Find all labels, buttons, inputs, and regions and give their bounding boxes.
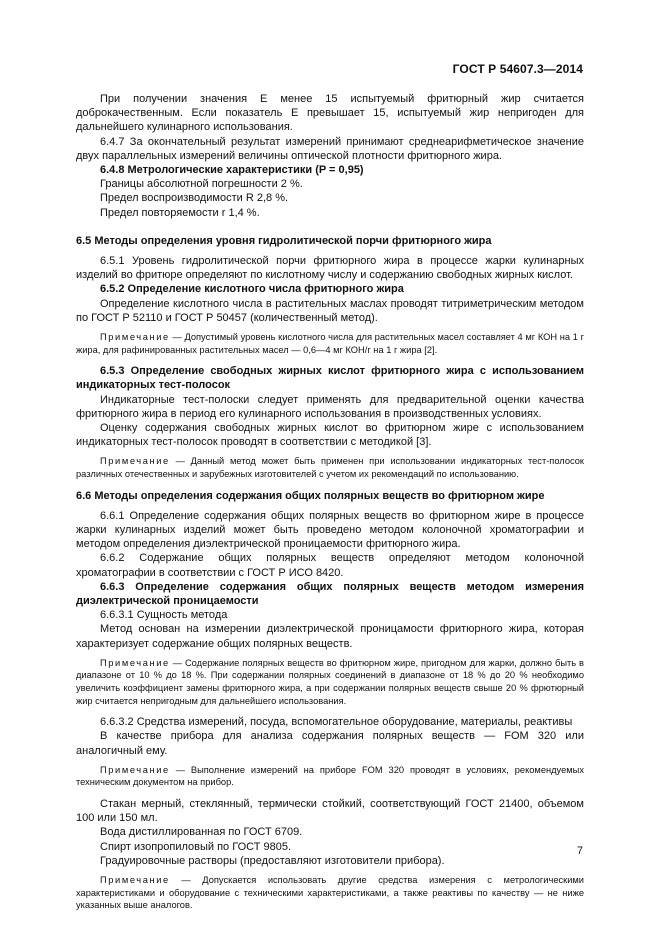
note <box>76 455 584 480</box>
note-text: — Допускается использовать другие средства измерения с метрологическими характеристиками и оборудование с техническими характеристиками, а также реактивы по качеству — не ниже указанных выше аналогов. <box>76 875 584 911</box>
paragraph: 6.6.2 Содержание общих полярных веществ определяют методом колоночной хроматографии в соответствии с ГОСТ Р ИСО 8420. <box>76 552 584 579</box>
note-label: Примечание <box>100 332 170 343</box>
note <box>76 874 584 912</box>
note-text: — Содержание полярных веществ во фритюрном жире, пригодном для жарки, должно быть в диапазоне от 10 % до 18 %. При содержании полярных соединений в диапазоне от 18 % до 20 % необходимо увеличить коэффициент замены фритюрного жира, а при содержании полярных веществ свыше 20 % фрютюрный жир считается непригодным для дальнейшего использования. <box>76 657 584 706</box>
paragraph: Индикаторные тест-полоски следует применять для предварительной оценки качества фритюрного жира в период его кулинарного использования в производственных условиях. <box>76 393 584 420</box>
paragraph: Спирт изопропиловый по ГОСТ 9805. <box>100 840 292 853</box>
subsection-heading: 6.6.3 Определение содержания общих полярных веществ методом измерения диэлектрической проницаемости <box>76 580 584 608</box>
paragraph: Предел воспроизводимости R 2,8 %. <box>100 192 289 205</box>
note-label: Примечание <box>100 875 170 886</box>
paragraph: Границы абсолютной погрешности 2 %. <box>100 178 303 191</box>
document-header: ГОСТ Р 54607.3—2014 <box>452 62 583 76</box>
paragraph: Оценку содержания свободных жирных кислот во фритюрном жире с использованием индикаторных тест-полосок проводят в соответствии с методикой [3]. <box>76 422 584 449</box>
paragraph: При получении значения E менее 15 испытуемый фритюрный жир считается доброкачественным. Если показатель E превышает 15, испытуемый жир непригоден для дальнейшего кулинарного использования. <box>76 93 584 134</box>
paragraph: 6.4.7 За окончательный результат измерений принимают среднеарифметическое значение двух параллельных измерений величины оптической плотности фритюрного жира. <box>76 135 584 162</box>
paragraph: 6.5.1 Уровень гидролитической порчи фритюрного жира в процессе жарки кулинарных изделий во фритюре определяют по кислотному числу и содержанию свободных жирных кислот. <box>76 255 584 282</box>
note-text: — Данный метод может быть применен при использовании индикаторных тест-полосок различных отечественных и зарубежных изготовителей с учетом их рекомендаций по использованию. <box>76 456 584 480</box>
paragraph: Предел повторяемости r 1,4 %. <box>100 206 260 219</box>
document-body <box>76 92 584 920</box>
page-number: 7 <box>576 845 583 857</box>
paragraph: Определение кислотного числа в растительных маслах проводят титриметрическим методом по ГОСТ Р 52110 и ГОСТ Р 50457 (количественный метод). <box>76 297 584 324</box>
note <box>76 657 584 707</box>
paragraph: 6.6.3.2 Средства измерений, посуда, вспомогательное оборудование, материалы, реактивы <box>100 716 573 729</box>
paragraph: В качестве прибора для анализа содержания полярных веществ — FOM 320 или аналогичный ему. <box>76 730 584 757</box>
subsection-heading: 6.5.2 Определение кислотного числа фритюрного жира <box>100 283 404 296</box>
note-text: — Выполнение измерений на приборе FOM 320 проводят в условиях, рекомендуемых техническим документом на прибор. <box>76 764 584 788</box>
note <box>76 331 584 356</box>
section-heading: 6.5 Методы определения уровня гидролитической порчи фритюрного жира <box>76 234 492 247</box>
note-label: Примечание <box>100 657 170 668</box>
paragraph: 6.6.3.1 Сущность метода <box>100 609 228 622</box>
note-text: — Допустимый уровень кислотного числа для растительных масел составляет 4 мг КОН на 1 г жира, для рафинированных растительных масел — 0,6—4 мг КОН/г на 1 г жира [2]. <box>76 332 584 355</box>
paragraph: Стакан мерный, стеклянный, термически стойкий, соответствующий ГОСТ 21400, объемом 100 или 150 мл. <box>76 798 584 825</box>
subsection-heading: 6.4.8 Метрологические характеристики (P = 0,95) <box>100 164 364 177</box>
paragraph: Градуировочные растворы (предоставляют изготовители прибора). <box>100 854 445 867</box>
subsection-heading: 6.5.3 Определение свободных жирных кислот фритюрного жира с использованием индикаторных тест-полосок <box>76 365 584 392</box>
section-heading: 6.6 Методы определения содержания общих полярных веществ во фритюрном жире <box>76 489 545 502</box>
paragraph: 6.6.1 Определение содержания общих полярных веществ во фритюрном жире в процессе жарки кулинарных изделий может быть проведено методом колоночной хроматографии и методом определения диэлектрической проницаемости фритюрного жира. <box>76 509 584 551</box>
note <box>76 764 584 789</box>
note-label: Примечание <box>100 456 170 467</box>
paragraph: Вода дистиллированная по ГОСТ 6709. <box>100 826 303 839</box>
paragraph: Метод основан на измерении диэлектрической проницамости фритюрного жира, которая характеризует содержание общих полярных веществ. <box>76 623 584 650</box>
note-label: Примечание <box>100 764 170 775</box>
